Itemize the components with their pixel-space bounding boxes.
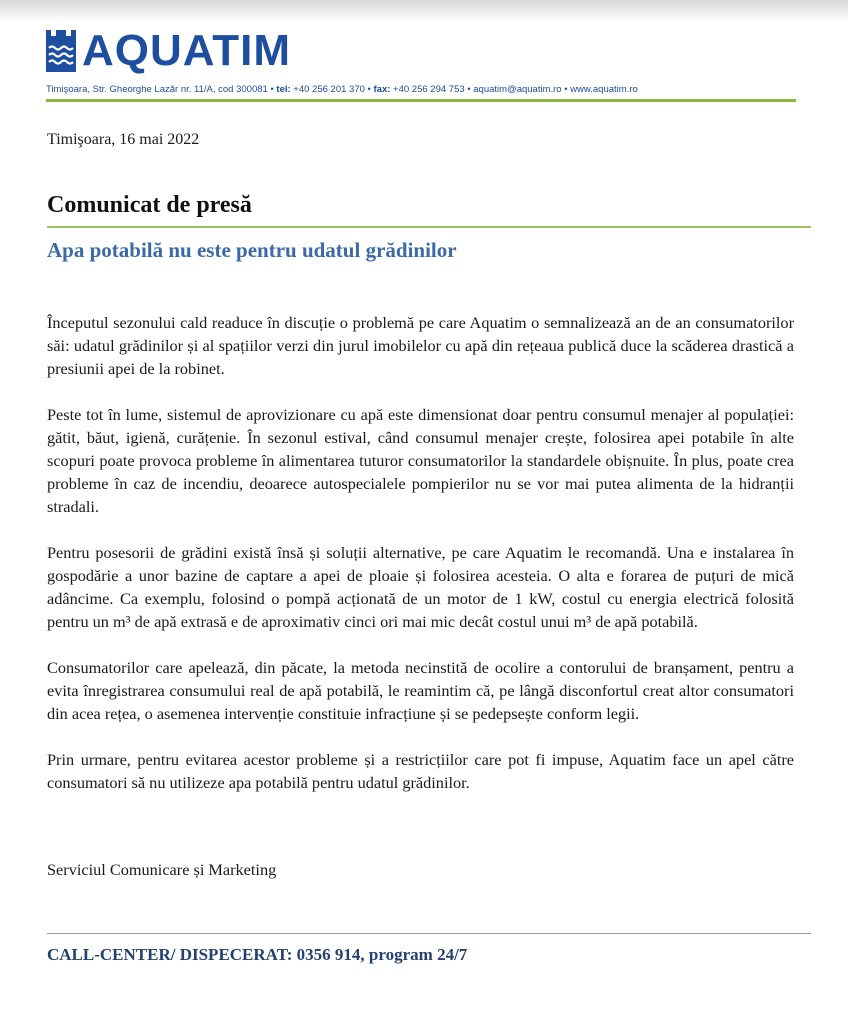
signature: Serviciul Comunicare și Marketing [47, 860, 277, 879]
logo-wordmark: AQUATIM [82, 26, 292, 75]
website-link[interactable]: www.aquatim.ro [570, 84, 638, 95]
paragraph: Prin urmare, pentru evitarea acestor probleme și a restricțiilor care pot fi impuse, Aquatim face un apel către consumatori să nu utilizeze apa potabilă pentru udatul grădinilor. [47, 750, 794, 792]
press-release-body [47, 311, 794, 817]
fax-number: +40 256 294 753 [393, 84, 465, 95]
tel-label: tel: [276, 84, 291, 95]
callcenter-info: CALL-CENTER/ DISPECERAT: 0356 914, program 24/7 [47, 945, 468, 964]
email-link[interactable]: aquatim@aquatim.ro [473, 84, 562, 95]
paragraph: Pentru posesorii de grădini există însă și soluții alternative, pe care Aquatim le recomandă. Una e instalarea în gospodărie a unor bazine de captare a apei de ploaie și folosirea acesteia. O alta e forarea de puțuri de mică adâncime. Ca exemplu, folosind o pompă acționată de un motor de 1 kW, costul cu energia electrică folosită pentru un m³ de apă extrasă e de aproximativ cinci ori mai mic decât costul unui m³ de apă potabilă. [47, 543, 794, 631]
paragraph: Peste tot în lume, sistemul de aprovizionare cu apă este dimensionat doar pentru consumul menajer al populației: gătit, băut, igienă, curățenie. În sezonul estival, când consumul menajer crește, folosirea apei potabile în alte scopuri poate provoca probleme în alimentarea tuturor consumatorilor la standardele obișnuite. În plus, poate crea probleme în caz de incendiu, deoarece autospecialele pompierilor nu se vor mai putea alimenta de la hidranții stradali. [47, 405, 794, 516]
date-line: Timişoara, 16 mai 2022 [47, 131, 200, 148]
aquatim-logo-icon [46, 30, 76, 72]
page-title: Comunicat de presă [47, 192, 252, 218]
phone-number: +40 256 201 370 [293, 84, 365, 95]
title-divider [47, 226, 811, 228]
contact-line: Timişoara, Str. Gheorghe Lazăr nr. 11/A, cod 300081 • tel: +40 256 201 370 • fax: +40 256 294 753 • aquatim@aquatim.ro • www.aquatim.ro [46, 84, 638, 95]
fax-label: fax: [373, 84, 391, 95]
address: Timişoara, Str. Gheorghe Lazăr nr. 11/A, cod 300081 [46, 84, 268, 95]
logo [46, 28, 796, 74]
header-divider [46, 99, 796, 102]
paragraph: Consumatorilor care apelează, din păcate, la metoda necinstită de ocolire a contorului de branșament, pentru a evita înregistrarea consumului real de apă potabilă, le reamintim că, pe lângă disconfortul creat altor consumatori din acea rețea, o asemenea intervenție constituie infracțiune și se pedepsește conform legii. [47, 658, 794, 723]
paragraph: Începutul sezonului cald readuce în discuție o problemă pe care Aquatim o semnalizează an de an consumatorilor săi: udatul grădinilor și al spațiilor verzi din jurul imobilelor cu apă din rețeaua publică duce la scăderea drastică a presiunii apei de la robinet. [47, 313, 794, 378]
page-subtitle: Apa potabilă nu este pentru udatul grădinilor [47, 238, 457, 262]
screen-top-shadow [0, 0, 848, 22]
footer-divider [47, 933, 811, 934]
letterhead [46, 28, 796, 102]
